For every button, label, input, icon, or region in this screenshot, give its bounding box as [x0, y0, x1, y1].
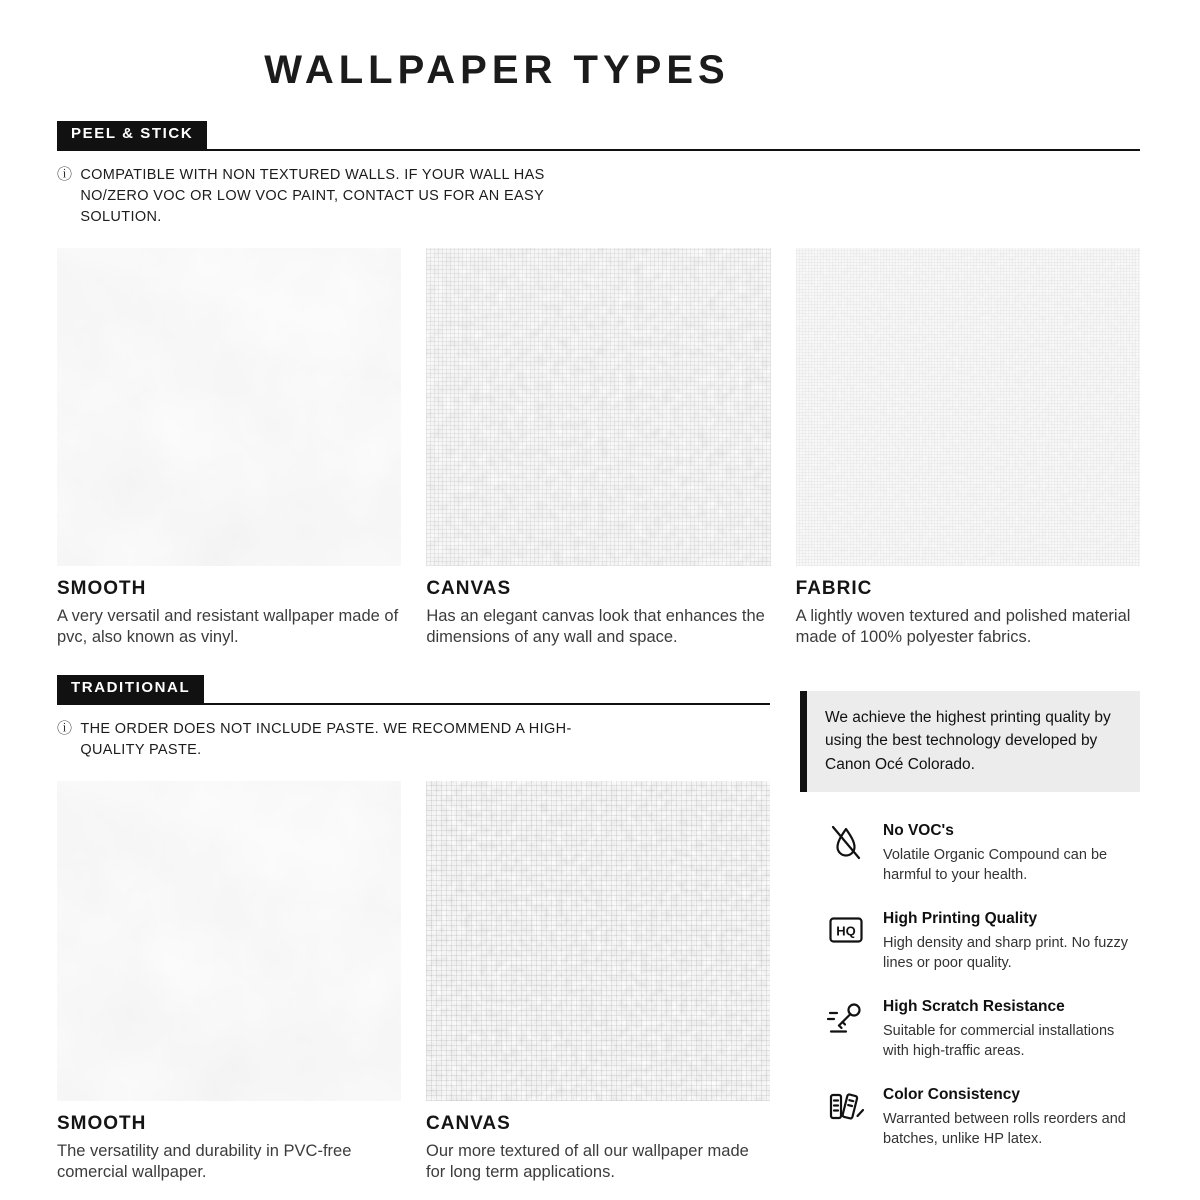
canvas-weave-overlay — [426, 248, 770, 566]
feature-title: High Scratch Resistance — [883, 997, 1065, 1015]
feature-high-printing-quality — [826, 910, 1140, 973]
swatch-card-smooth — [57, 248, 401, 650]
swatch-title: FABRIC — [795, 577, 873, 599]
bottom-layout — [57, 675, 1140, 1184]
feature-text — [883, 822, 1133, 885]
rough-canvas-texture-image — [426, 781, 770, 1101]
feature-text — [883, 910, 1133, 973]
smooth-noise-texture — [57, 248, 401, 566]
page-title: WALLPAPER TYPES — [264, 48, 730, 92]
smooth-noise-texture — [57, 781, 401, 1101]
swatch-description: A lightly woven textured and polished material made of 100% polyester fabrics. — [795, 606, 1131, 647]
traditional-badge: TRADITIONAL — [57, 675, 204, 703]
peel-stick-swatch-row — [57, 248, 1140, 650]
feature-scratch-resistance — [826, 998, 1140, 1061]
peel-stick-badge: PEEL & STICK — [57, 121, 207, 149]
swatch-description: Our more textured of all our wallpaper made for long term applications. — [426, 1141, 749, 1182]
rough-canvas-weave-overlay — [426, 781, 770, 1101]
feature-title: High Printing Quality — [883, 909, 1038, 927]
traditional-header-rule — [57, 675, 770, 705]
feature-title: No VOC's — [883, 821, 954, 839]
smooth-texture-image — [57, 781, 401, 1101]
feature-description: Volatile Organic Compound can be harmful to your health. — [883, 846, 1108, 883]
peel-stick-note — [57, 165, 617, 228]
feature-text — [883, 998, 1133, 1061]
swatch-description: The versatility and durability in PVC-free comercial wallpaper. — [57, 1141, 352, 1182]
smooth-texture-image — [57, 248, 401, 566]
section-peel-stick — [57, 121, 1140, 649]
info-icon: ⓘ — [57, 165, 73, 183]
feature-description: High density and sharp print. No fuzzy lines or poor quality. — [883, 934, 1129, 971]
peel-stick-header-rule — [57, 121, 1140, 151]
section-traditional — [57, 675, 770, 1184]
info-icon: ⓘ — [57, 719, 73, 737]
feature-description: Warranted between rolls reorders and batches, unlike HP latex. — [883, 1110, 1126, 1147]
swatch-title: SMOOTH — [57, 1112, 147, 1134]
swatch-card-fabric — [796, 248, 1140, 650]
hq-icon-letters: HQ — [836, 923, 856, 939]
traditional-swatch-row — [57, 781, 770, 1185]
feature-description: Suitable for commercial installations with high-traffic areas. — [883, 1022, 1115, 1059]
right-info-panel — [800, 675, 1140, 1184]
peel-stick-note-text: COMPATIBLE WITH NON TEXTURED WALLS. IF YOUR WALL HAS NO/ZERO VOC OR LOW VOC PAINT, CONTACT US FOR AN EASY SOLUTION. — [80, 166, 545, 225]
swatch-description: A very versatil and resistant wallpaper made of pvc, also known as vinyl. — [57, 606, 399, 647]
feature-list — [800, 822, 1140, 1149]
swatch-description: Has an elegant canvas look that enhances the dimensions of any wall and space. — [426, 606, 765, 647]
traditional-note — [57, 719, 617, 761]
feature-no-voc — [826, 822, 1140, 885]
color-swatches-icon — [826, 1086, 866, 1126]
hq-icon — [826, 910, 866, 950]
swatch-card-canvas-traditional — [426, 781, 770, 1185]
feature-text — [883, 1086, 1133, 1149]
traditional-note-text: THE ORDER DOES NOT INCLUDE PASTE. WE RECOMMEND A HIGH-QUALITY PASTE. — [80, 720, 572, 758]
swatch-title: SMOOTH — [57, 577, 147, 599]
no-voc-icon — [826, 822, 866, 862]
fabric-texture-image — [796, 248, 1140, 566]
scratch-resistance-icon — [826, 998, 866, 1038]
feature-title: Color Consistency — [883, 1085, 1020, 1103]
swatch-title: CANVAS — [426, 1112, 511, 1134]
swatch-title: CANVAS — [426, 577, 512, 599]
printing-quality-quote: We achieve the highest printing quality by using the best technology developed by Canon Océ Colorado. — [800, 691, 1140, 792]
feature-color-consistency — [826, 1086, 1140, 1149]
fabric-weave-overlay — [796, 248, 1140, 566]
swatch-card-canvas — [426, 248, 770, 650]
canvas-texture-image — [426, 248, 770, 566]
swatch-card-smooth-traditional — [57, 781, 401, 1185]
